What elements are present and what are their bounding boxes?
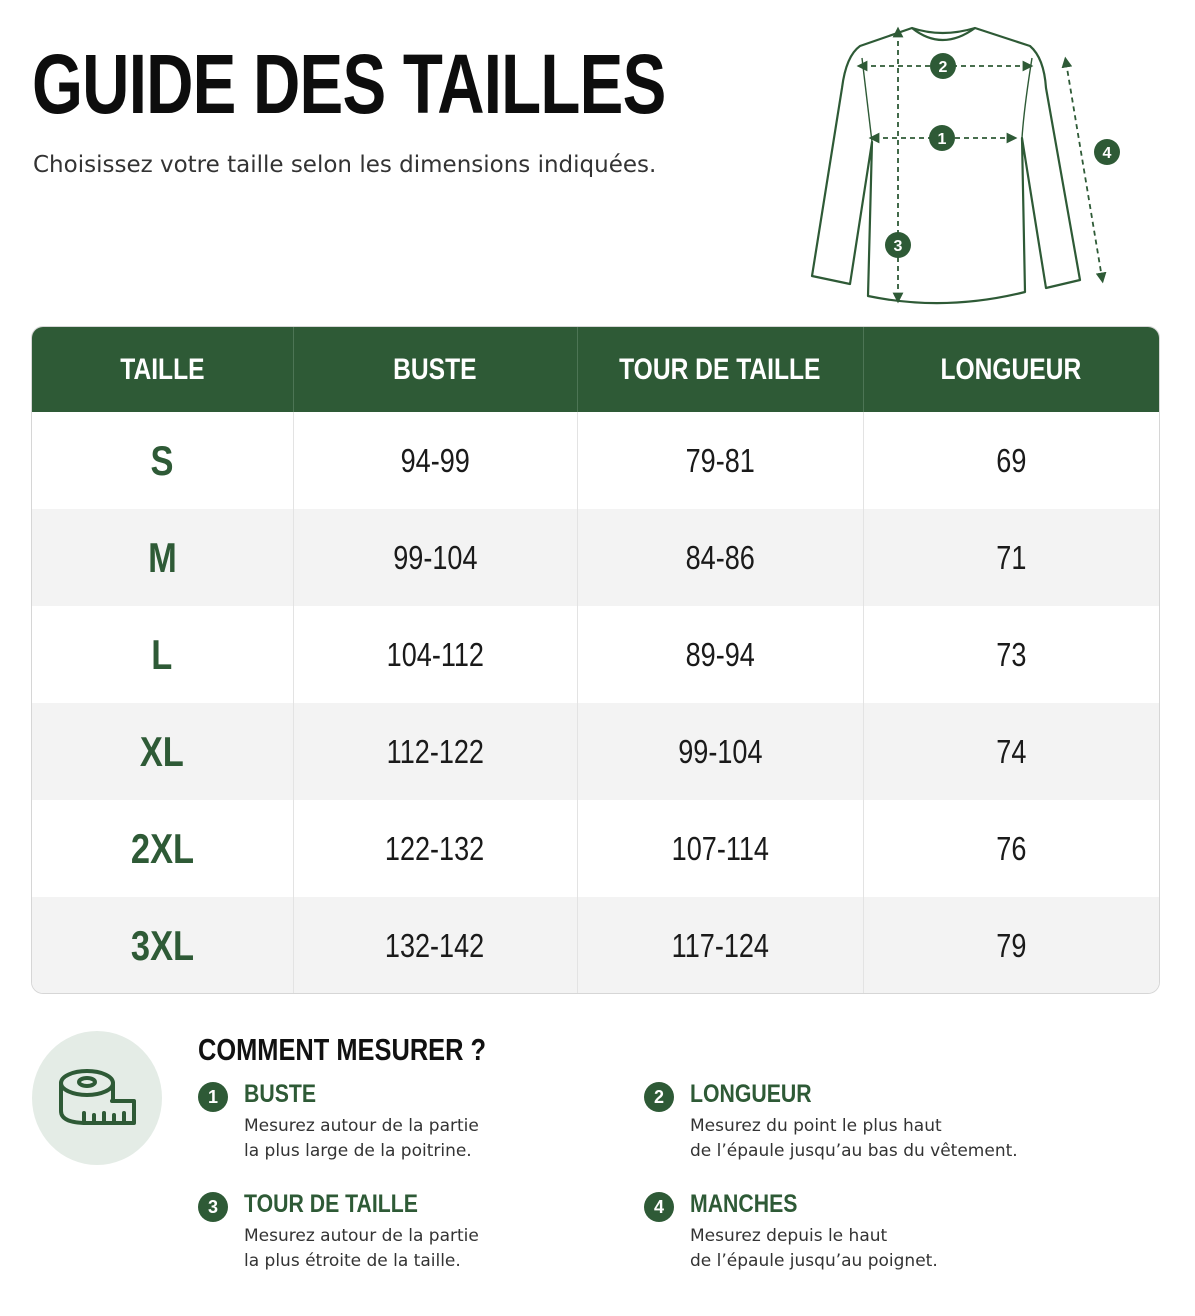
longueur-cell: 79 [863,897,1159,994]
buste-cell: 112-122 [293,703,577,800]
desc-line: Mesurez du point le plus haut [690,1116,942,1136]
marker-3-label: 3 [893,238,903,255]
table-row [32,606,1159,703]
size-table-container [31,326,1160,994]
desc-line: Mesurez autour de la partie [244,1226,479,1246]
size-cell: S [150,436,174,484]
tour-de-taille-cell: 79-81 [577,412,863,509]
longueur-cell: 76 [863,800,1159,897]
marker-2 [930,53,956,79]
marker-1-label: 1 [937,131,947,148]
desc-line: Mesurez autour de la partie [244,1116,479,1136]
how-to-measure-title: COMMENT MESURER ? [198,1032,487,1067]
marker-4 [1094,139,1120,165]
page-title: GUIDE DES TAILLES [32,37,666,131]
number-badge: 1 [198,1082,228,1112]
number-badge: 4 [644,1192,674,1222]
longueur-cell: 73 [863,606,1159,703]
how-item-title: TOUR DE TAILLE [244,1190,418,1218]
size-cell: M [32,509,293,606]
size-table [32,327,1159,994]
how-item-description [244,1224,479,1274]
desc-line: la plus étroite de la taille. [244,1251,461,1271]
how-item-title: MANCHES [690,1190,798,1218]
how-item-description [690,1224,938,1274]
size-cell: XL [32,703,293,800]
marker-1 [929,125,955,151]
tour-de-taille-cell: 99-104 [577,703,863,800]
column-header-buste: BUSTE [293,327,577,412]
longueur-cell: 69 [863,412,1159,509]
desc-line: de l’épaule jusqu’au poignet. [690,1251,938,1271]
shirt-measurement-diagram [800,18,1140,318]
buste-cell: 104-112 [293,606,577,703]
buste-cell: 99-104 [293,509,577,606]
buste-cell: 122-132 [293,800,577,897]
how-item-title: LONGUEUR [690,1080,812,1108]
size-cell: 3XL [32,897,293,994]
table-header-row [32,327,1159,412]
longueur-cell: 74 [863,703,1159,800]
table-row [32,509,1159,606]
tour-de-taille-cell: 107-114 [577,800,863,897]
size-cell: 2XL [130,824,194,872]
tour-de-taille-cell: 84-86 [577,509,863,606]
tape-measure-icon [32,1031,162,1165]
desc-line: Mesurez depuis le haut [690,1226,888,1246]
number-badge: 2 [644,1082,674,1112]
tour-de-taille-cell: 89-94 [577,606,863,703]
how-item-title: BUSTE [244,1080,317,1108]
marker-4-label: 4 [1102,145,1112,162]
number-badge: 3 [198,1192,228,1222]
column-header-longueur: LONGUEUR [863,327,1159,412]
table-row [32,412,1159,509]
tour-de-taille-cell: 117-124 [577,897,863,994]
tape-measure-badge [32,1031,162,1165]
column-header-tour-de-taille: TOUR DE TAILLE [577,327,863,412]
table-row [32,800,1159,897]
marker-3 [885,232,911,258]
table-row [32,703,1159,800]
how-item-description [244,1114,479,1164]
marker-2-label: 2 [938,59,948,76]
buste-cell: 132-142 [293,897,577,994]
column-header-taille: TAILLE [32,327,293,412]
size-cell: L [151,630,173,678]
page-subtitle: Choisissez votre taille selon les dimensions indiquées. [33,152,657,178]
longueur-cell: 71 [863,509,1159,606]
how-item-description [690,1114,1018,1164]
desc-line: de l’épaule jusqu’au bas du vêtement. [690,1141,1018,1161]
table-row [32,897,1159,994]
buste-cell: 94-99 [293,412,577,509]
desc-line: la plus large de la poitrine. [244,1141,472,1161]
